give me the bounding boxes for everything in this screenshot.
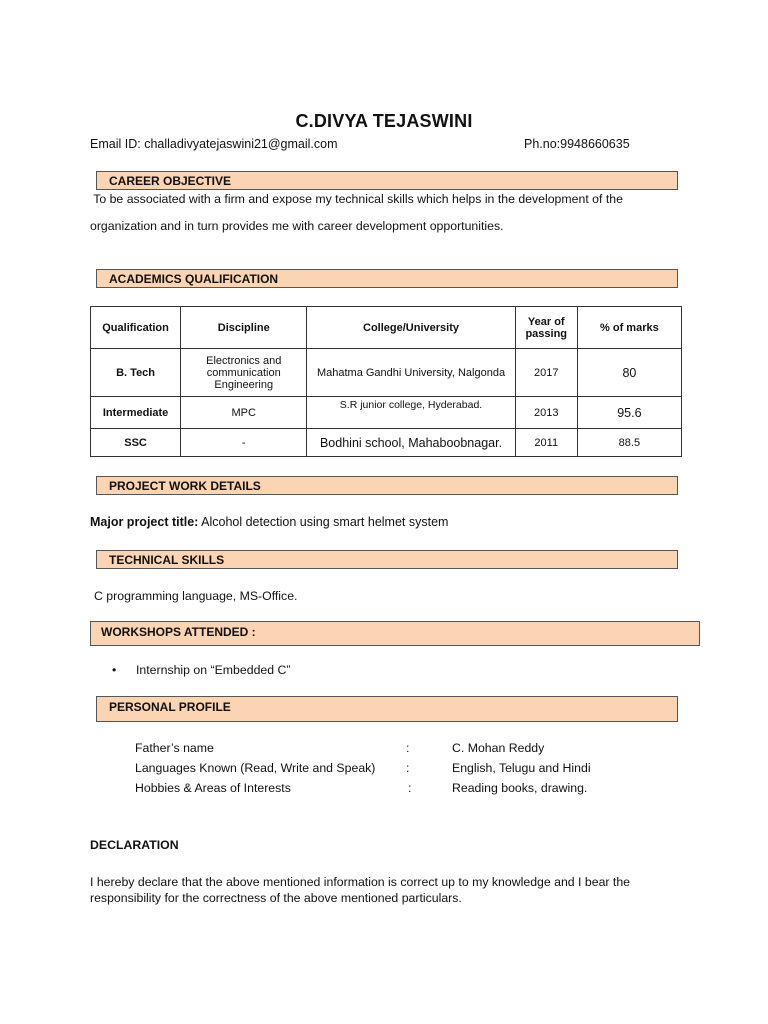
table-row — [91, 349, 682, 397]
profile-separator: : — [406, 761, 410, 775]
profile-label-hobbies: Hobbies & Areas of Interests — [135, 781, 291, 795]
email-label: Email ID: — [90, 137, 141, 151]
workshop-list-item — [112, 663, 290, 677]
table-row — [91, 397, 682, 429]
cell-qualification: B. Tech — [91, 349, 181, 397]
phone-number: Ph.no:9948660635 — [524, 137, 630, 151]
project-title: Alcohol detection using smart helmet system — [198, 515, 449, 529]
cell-year: 2011 — [515, 429, 577, 457]
personal-profile-heading: PERSONAL PROFILE — [96, 696, 678, 722]
profile-value-father: C. Mohan Reddy — [452, 741, 545, 755]
cell-marks: 88.5 — [577, 429, 681, 457]
bullet-marker: • — [112, 663, 117, 677]
table-header-row — [91, 307, 682, 349]
email-line — [90, 137, 338, 151]
project-title-label: Major project title: — [90, 515, 199, 529]
email-address: challadivyatejaswini21@gmail.com — [144, 137, 338, 151]
profile-separator: : — [408, 781, 412, 795]
career-objective-line-1: To be associated with a firm and expose my technical skills which helps in the development of the — [90, 192, 623, 206]
declaration-heading: DECLARATION — [90, 838, 179, 852]
workshop-item-text: Internship on “Embedded C” — [136, 663, 291, 677]
cell-marks: 95.6 — [577, 397, 681, 429]
cell-qualification: Intermediate — [91, 397, 181, 429]
academics-heading: ACADEMICS QUALIFICATION — [96, 269, 678, 288]
cell-year: 2017 — [515, 349, 577, 397]
header-discipline: Discipline — [181, 307, 307, 349]
header-college: College/University — [307, 307, 515, 349]
cell-discipline: Electronics and communication Engineering — [181, 349, 307, 397]
cell-discipline: MPC — [181, 397, 307, 429]
cell-college: Mahatma Gandhi University, Nalgonda — [307, 349, 515, 397]
profile-label-languages: Languages Known (Read, Write and Speak) — [135, 761, 376, 775]
profile-value-languages: English, Telugu and Hindi — [452, 761, 591, 775]
profile-separator: : — [406, 741, 410, 755]
cell-marks: 80 — [577, 349, 681, 397]
project-title-line — [90, 515, 448, 529]
workshops-heading: WORKSHOPS ATTENDED : — [90, 621, 700, 646]
header-qualification: Qualification — [91, 307, 181, 349]
academics-table — [90, 306, 682, 457]
technical-skills-text: C programming language, MS-Office. — [94, 589, 298, 603]
table-row — [91, 429, 682, 457]
header-year: Year of passing — [515, 307, 577, 349]
declaration-line-2: responsibility for the correctness of the above mentioned particulars. — [90, 891, 462, 905]
profile-label-father: Father’s name — [135, 741, 214, 755]
header-marks: % of marks — [577, 307, 681, 349]
project-heading: PROJECT WORK DETAILS — [96, 476, 678, 495]
career-objective-line-2: organization and in turn provides me with career development opportunities. — [90, 219, 504, 233]
career-objective-heading: CAREER OBJECTIVE — [96, 171, 678, 190]
cell-year: 2013 — [515, 397, 577, 429]
candidate-name: C.DIVYA TEJASWINI — [295, 111, 473, 131]
cell-discipline: - — [181, 429, 307, 457]
cell-college: Bodhini school, Mahaboobnagar. — [307, 429, 515, 457]
profile-value-hobbies: Reading books, drawing. — [452, 781, 588, 795]
cell-college: S.R junior college, Hyderabad. — [307, 397, 515, 429]
declaration-line-1: I hereby declare that the above mentioned information is correct up to my knowledge and I bear the — [90, 875, 631, 889]
cell-qualification: SSC — [91, 429, 181, 457]
technical-skills-heading: TECHNICAL SKILLS — [96, 550, 678, 569]
